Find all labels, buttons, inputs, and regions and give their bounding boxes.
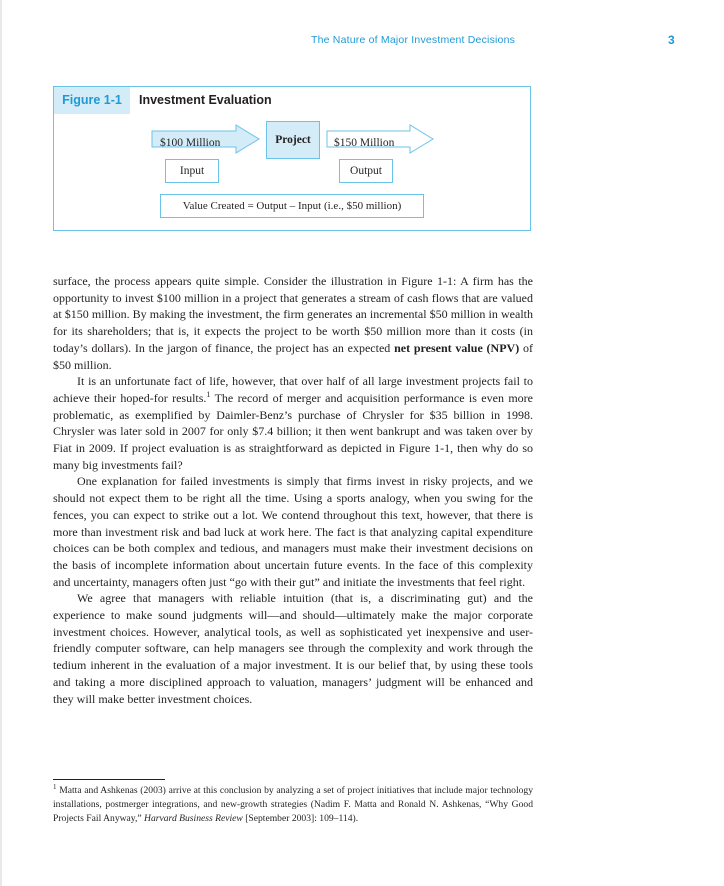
running-head: The Nature of Major Investment Decisions bbox=[311, 34, 516, 46]
project-box: Project bbox=[266, 121, 320, 159]
footnote-ref[interactable]: 1 bbox=[206, 389, 211, 399]
input-label-box: Input bbox=[165, 159, 219, 183]
output-label-box: Output bbox=[339, 159, 393, 183]
page-edge bbox=[0, 0, 2, 886]
body-text bbox=[53, 273, 533, 707]
footnote-1 bbox=[53, 784, 533, 827]
paragraph-1 bbox=[53, 273, 533, 373]
footnote-text-end: [September 2003]: 109–114). bbox=[242, 813, 359, 825]
paragraph-2-text: It is an unfortunate fact of life, however, that over half of all large investment projects fail to achieve their hoped-for results. bbox=[53, 374, 533, 405]
page-number: 3 bbox=[668, 33, 675, 47]
paragraph-2-end: The record of merger and acquisition performance is even more problematic, as exemplified by Daimler-Benz’s purchase of Chrysler for $35 billion in 1998. Chrysler was later sold in 2007 for only $7.4 billion; it then went bankrupt and was taken over by Fiat in 2009. If project evaluation is as straightforward as depicted in Figure 1-1, then why do so many big investments fail? bbox=[53, 390, 533, 472]
paragraph-4: We agree that managers with reliable intuition (that is, a discriminating gut) and the experience to make sound judgments will—and should—ultimately make the major corporate investment choices. However, analytical tools, as well as sophisticated yet inexpensive and user-friendly computer software, can help managers see through the complexity and work through the tedium inherent in the evaluation of a major investment. It is our belief that, by using these tools and taking a more disciplined approach to valuation, managers’ judgment will be enhanced and they will make better investment choices. bbox=[53, 591, 533, 706]
footnote-text: Matta and Ashkenas (2003) arrive at this conclusion by analyzing a set of project initiatives that include major technology installations, postmerger integrations, and new-growth strategies (Nadim F. Matta and Ronald N. Ashkenas, “Why Good Projects Fail Anyway,” bbox=[53, 785, 533, 825]
value-created-box: Value Created = Output – Input (i.e., $50 million) bbox=[160, 194, 424, 218]
footnote-marker: 1 bbox=[53, 782, 57, 791]
paragraph-2 bbox=[53, 373, 533, 473]
input-amount: $100 Million bbox=[160, 137, 221, 149]
figure-title: Investment Evaluation bbox=[139, 93, 272, 107]
footnote-journal: Harvard Business Review bbox=[144, 813, 243, 825]
paragraph-1-end: of $50 million. bbox=[53, 340, 533, 372]
figure-1-1 bbox=[53, 86, 531, 231]
figure-label: Figure 1-1 bbox=[54, 87, 130, 114]
paragraph-1-text: surface, the process appears quite simple. Consider the illustration in Figure 1-1: A firm has the opportunity to invest $100 million in a project that generates a stream of cash flows that are valued at $150 million. By making the investment, the firm generates an incremental $50 million in wealth for its shareholders; that is, it expects the project to be worth $50 million more than it costs (in today’s dollars). In the jargon of finance, the project has an expected bbox=[53, 274, 533, 355]
output-amount: $150 Million bbox=[334, 137, 395, 149]
paragraph-3: One explanation for failed investments is simply that firms invest in risky projects, and we should not expect them to be right all the time. Using a sports analogy, when you swing for the fences, you can expect to strike out a lot. We contend throughout this text, however, that there is more than investment risk and bad luck at work here. The fact is that analyzing capital expenditure choices can be both complex and tedious, and managers must make their investment decisions on the basis of incomplete information about uncertain future events. In the face of this complexity and uncertainty, managers often just “go with their gut” and initiate the investments that feel right. bbox=[53, 474, 533, 589]
npv-term: net present value (NPV) bbox=[394, 340, 520, 355]
footnote-rule bbox=[53, 779, 165, 780]
